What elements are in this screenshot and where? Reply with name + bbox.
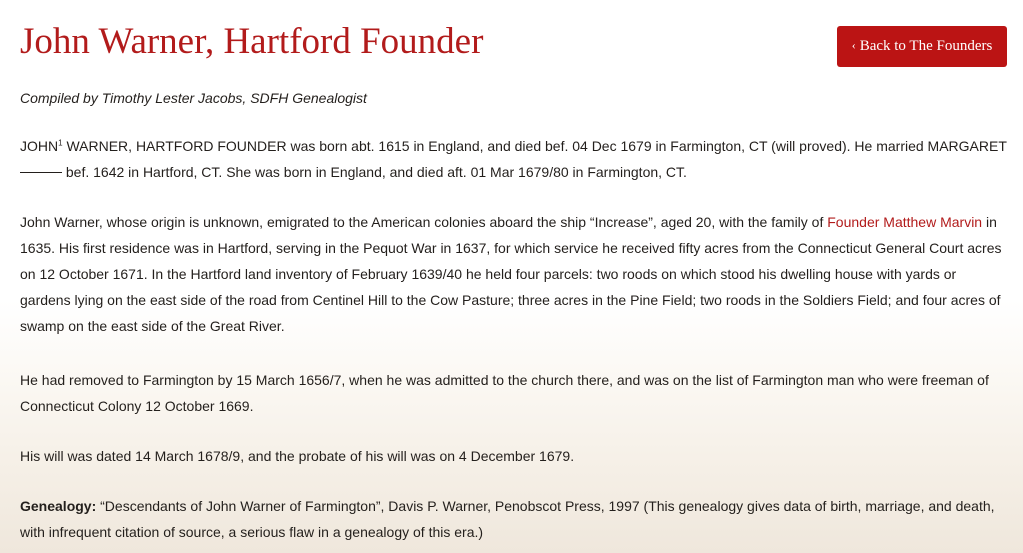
biography-text-continued: in 1635. His first residence was in Hartford, serving in the Pequot War in 1637, for which service he received fifty acres from the Connecticut General Court acres on 12 October 1671. In the Hartford land inventory of February 1639/40 he held four parcels: two roods on which stood his dwelling house with yards or gardens lying on the east side of the road from Centinel Hill to the Cow Pasture; three acres in the Pine Field; two roods in the Soldiers Field; and four acres of swamp on the east side of the Great River. — [20, 214, 1002, 334]
genealogy-text: “Descendants of John Warner of Farmington”, Davis P. Warner, Penobscot Press, 1997 (This genealogy gives data of birth, marriage, and death, with infrequent citation of source, a serious flaw in a genealogy of this era.) — [20, 498, 995, 540]
biography-paragraph — [20, 209, 1010, 339]
founder-matthew-marvin-link[interactable]: Founder Matthew Marvin — [827, 214, 983, 230]
genealogy-label: Genealogy: — [20, 498, 97, 514]
chevron-left-icon: ‹ — [851, 38, 856, 52]
page-title: John Warner, Hartford Founder — [20, 21, 484, 62]
vital-records-text-continued: bef. 1642 in Hartford, CT. She was born in England, and died aft. 01 Mar 1679/80 in Farmington, CT. — [62, 164, 687, 180]
unknown-surname-blank — [20, 172, 62, 173]
generation-number: 1 — [58, 138, 63, 148]
biography-text: John Warner, whose origin is unknown, emigrated to the American colonies aboard the ship “Increase”, aged 20, with the family of — [20, 214, 828, 230]
farmington-paragraph: He had removed to Farmington by 15 March 1656/7, when he was admitted to the church there, and was on the list of Farmington man who were freeman of Connecticut Colony 12 October 1669. — [20, 372, 989, 414]
vital-records-paragraph — [20, 133, 1010, 185]
back-button-label: Back to The Founders — [859, 38, 993, 54]
will-paragraph: His will was dated 14 March 1678/9, and the probate of his will was on 4 December 1679. — [20, 448, 575, 464]
vital-records-text: WARNER, HARTFORD FOUNDER was born abt. 1615 in England, and died bef. 04 Dec 1679 in Farmington, CT (will proved). He married MARGARET — [62, 138, 1007, 154]
compiler-byline: Compiled by Timothy Lester Jacobs, SDFH Genealogist — [20, 90, 367, 106]
person-name: JOHN — [20, 138, 59, 154]
back-to-founders-button[interactable] — [837, 26, 1007, 67]
genealogy-paragraph — [20, 493, 1010, 545]
